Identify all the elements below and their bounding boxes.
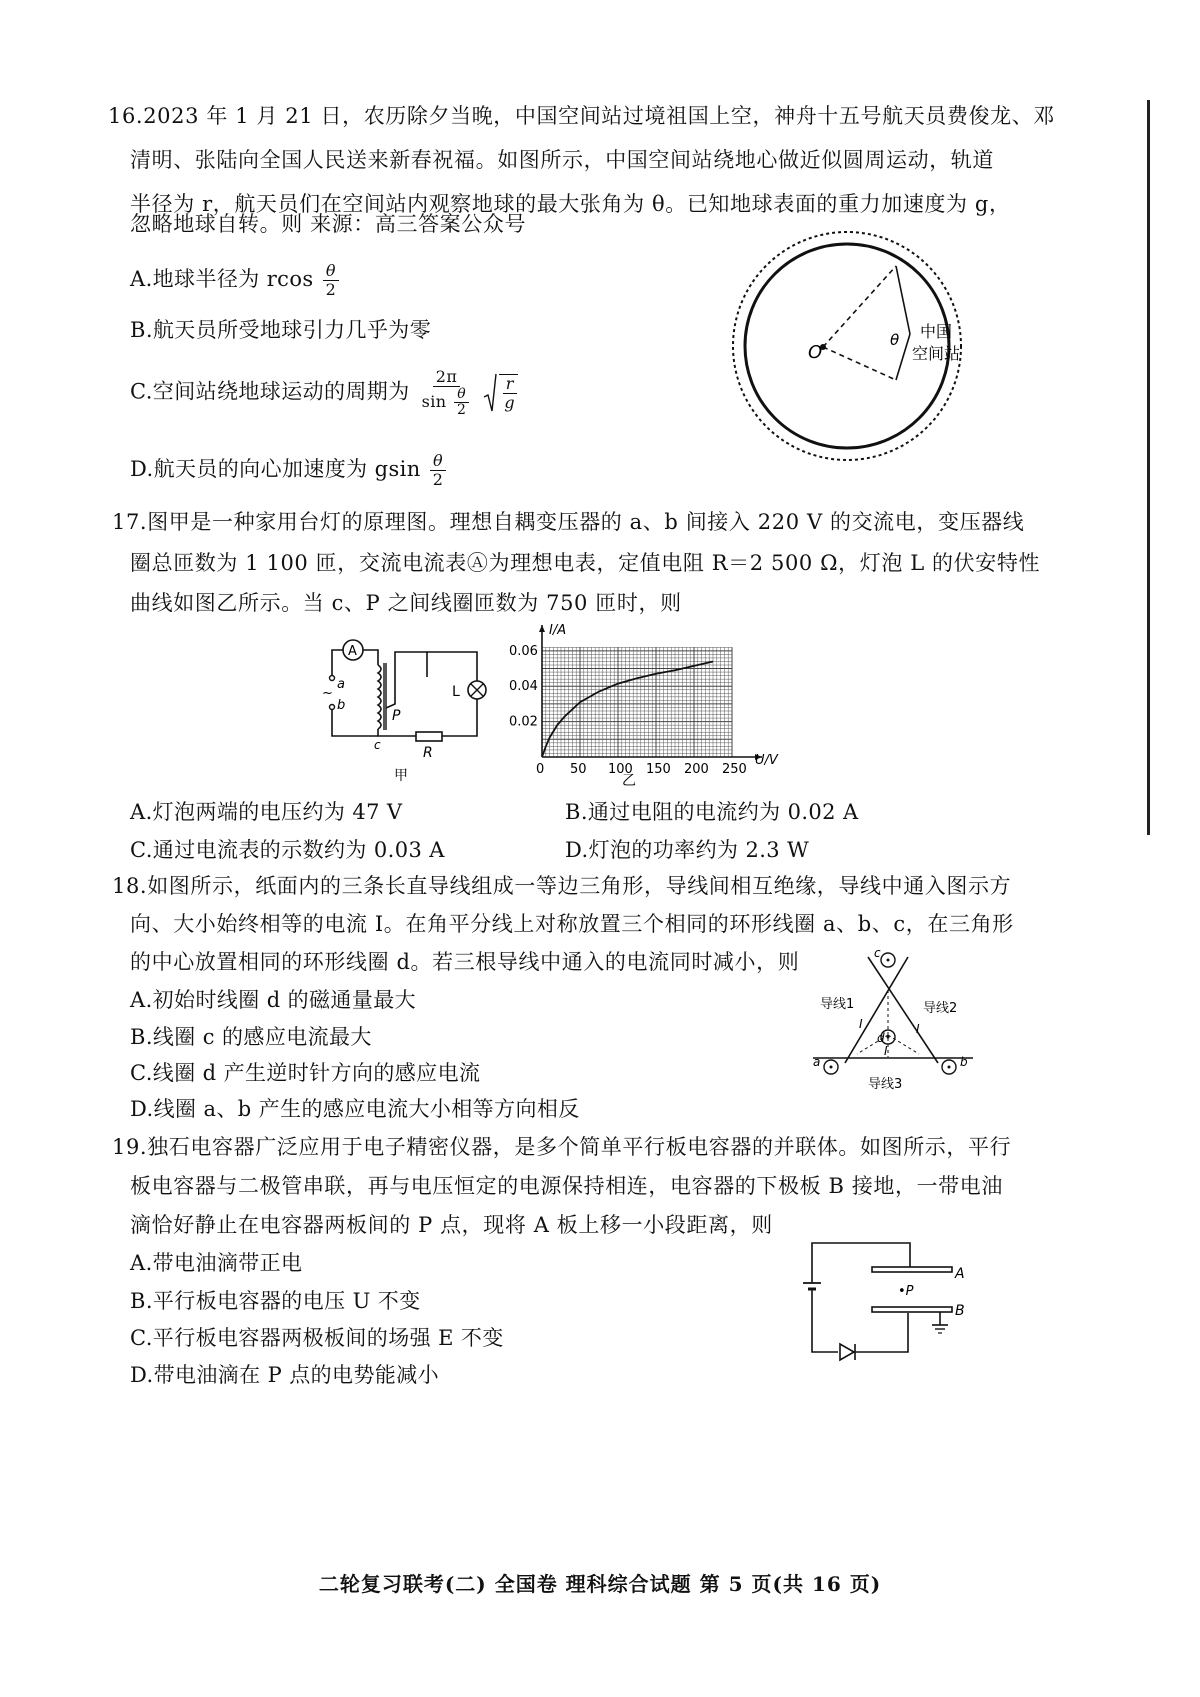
resistor-label: R — [423, 745, 433, 761]
coil-icon — [378, 665, 381, 729]
q18-line-2: 向、大小始终相等的电流 I。在角平分线上对称放置三个相同的环形线圈 a、b、c，在三角形 — [130, 912, 1014, 936]
point-p-label: •P — [898, 1284, 914, 1299]
fraction-numerator: r — [503, 375, 517, 394]
coil-d-center — [887, 1036, 890, 1039]
x-tick-label: 250 — [722, 762, 747, 777]
q16-option-a — [130, 262, 341, 299]
q16-line-2: 清明、张陆向全国人民送来新春祝福。如图所示，中国空间站绕地心做近似圆周运动，轨道 — [130, 148, 994, 172]
current-label-1: I — [859, 1017, 863, 1031]
q16-option-d-text: D.航天员的向心加速度为 gsin — [130, 457, 421, 481]
wire-2-label: 导线2 — [923, 1001, 958, 1016]
current-label-2: I — [916, 1022, 920, 1036]
figure-caption-yi: 乙 — [622, 773, 636, 789]
q16-line-1: 16.2023 年 1 月 21 日，农历除夕当晚，中国空间站过境祖国上空，神舟十五号航天员费俊龙、邓 — [108, 104, 1055, 128]
wire — [332, 650, 343, 675]
label-china: 中国 — [920, 322, 953, 341]
q16-option-c — [130, 368, 520, 418]
q17-option-b: B.通过电阻的电流约为 0.02 A — [565, 800, 859, 824]
q18-line-3: 的中心放置相同的环形线圈 d。若三根导线中通入的电流同时减小，则 — [130, 950, 800, 974]
earth-orbit-figure — [730, 225, 990, 485]
radicand-fraction — [499, 374, 518, 412]
sin-label: sin — [421, 392, 447, 411]
q17-line-2: 圈总匝数为 1 100 匝，交流电流表Ⓐ为理想电表，定值电阻 R＝2 500 Ω，灯泡 L 的伏安特性 — [130, 551, 1041, 575]
q17-line-1: 17.图甲是一种家用台灯的原理图。理想自耦变压器的 a、b 间接入 220 V 的交流电，变压器线 — [112, 510, 1025, 534]
q17-option-d: D.灯泡的功率约为 2.3 W — [565, 838, 810, 862]
coil-c-center — [887, 959, 890, 962]
resistor-icon — [416, 732, 442, 741]
q18-line-1: 18.如图所示，纸面内的三条长直导线组成一等边三角形，导线间相互绝缘，导线中通入图示方 — [112, 874, 1012, 898]
wire — [855, 1313, 908, 1352]
fraction-denominator — [419, 387, 475, 418]
lamp-label: L — [452, 684, 460, 700]
x-axis-label: U/V — [755, 753, 778, 768]
diode-icon — [840, 1344, 854, 1360]
figure-caption-jia: 甲 — [394, 768, 408, 784]
q17-option-c: C.通过电流表的示数约为 0.03 A — [130, 838, 445, 862]
y-tick-label: 0.02 — [509, 714, 538, 730]
sqrt-r-over-g — [483, 373, 520, 413]
y-axis-label: I/A — [549, 623, 567, 638]
q19-line-3: 滴恰好静止在电容器两板间的 P 点，现将 A 板上移一小段距离，则 — [130, 1213, 773, 1237]
label-space-station: 空间站 — [912, 344, 961, 363]
wire — [427, 652, 477, 681]
q19-option-c: C.平行板电容器两极板间的场强 E 不变 — [130, 1326, 504, 1350]
period-fraction — [419, 368, 475, 418]
q16-option-d — [130, 452, 448, 489]
tangent-radius-upper — [823, 266, 896, 347]
wire — [386, 652, 427, 708]
x-tick-label: 150 — [646, 762, 671, 777]
q19-option-a: A.带电油滴带正电 — [130, 1251, 303, 1275]
label-o: O — [808, 342, 823, 363]
coil-b-center — [948, 1066, 951, 1069]
wire — [812, 1289, 838, 1352]
q19-option-d: D.带电油滴在 P 点的电势能减小 — [130, 1363, 440, 1387]
fraction-numerator: θ — [323, 262, 339, 281]
iv-curve-chart — [505, 617, 800, 797]
current-label-3: I — [884, 1044, 888, 1058]
wire — [332, 710, 378, 736]
fraction-denominator: 2 — [432, 470, 444, 489]
terminal-a-label: a — [337, 677, 345, 692]
wire — [363, 650, 378, 665]
ammeter-label: A — [348, 644, 357, 659]
x-tick-label: 0 — [536, 762, 545, 777]
tangent-radius-lower — [823, 347, 896, 380]
coil-a-label: a — [813, 1055, 821, 1069]
capacitor-plate-a — [872, 1267, 952, 1272]
q16-option-a-text: A.地球半径为 rcos — [130, 267, 314, 291]
wire-1-label: 导线1 — [820, 997, 855, 1012]
fraction-numerator: θ — [454, 387, 469, 403]
terminal-b — [330, 705, 335, 710]
q19-line-2: 板电容器与二极管串联，再与电压恒定的电源保持相连，电容器的下极板 B 接地，一带电油 — [130, 1174, 1003, 1198]
fraction-denominator: g — [504, 393, 516, 412]
q17-option-a: A.灯泡两端的电压约为 47 V — [130, 800, 403, 824]
fraction-denominator: 2 — [325, 280, 337, 299]
q19-option-b: B.平行板电容器的电压 U 不变 — [130, 1289, 421, 1313]
q18-option-c: C.线圈 d 产生逆时针方向的感应电流 — [130, 1061, 481, 1085]
fraction-numerator: 2π — [433, 368, 461, 387]
page-footer: 二轮复习联考(二) 全国卷 理科综合试题 第 5 页(共 16 页) — [318, 1572, 882, 1596]
y-tick-label: 0.06 — [509, 643, 538, 659]
slider-p-label: P — [392, 708, 401, 724]
triangle-wires-figure — [808, 945, 978, 1095]
sight-line-upper — [896, 266, 910, 334]
wire — [442, 699, 477, 736]
fraction-denominator: 2 — [457, 402, 467, 418]
coil-b-label: b — [960, 1055, 968, 1069]
x-tick-label: 200 — [684, 762, 709, 777]
q16-option-b: B.航天员所受地球引力几乎为零 — [130, 318, 432, 342]
x-tick-label: 100 — [608, 762, 633, 777]
coil-c-label: c — [874, 946, 881, 960]
capacitor-plate-b — [872, 1307, 952, 1312]
margin-line — [1147, 100, 1150, 835]
theta-over-2-fraction — [430, 452, 447, 489]
theta-over-2-fraction — [323, 262, 340, 299]
theta-over-2-fraction — [454, 387, 469, 418]
q18-option-b: B.线圈 c 的感应电流最大 — [130, 1025, 372, 1049]
plate-a-label: A — [955, 1266, 965, 1282]
ac-symbol: ~ — [322, 686, 333, 701]
fraction-numerator: θ — [430, 452, 446, 471]
label-theta: θ — [890, 331, 900, 349]
q16-line-3: 半径为 r，航天员们在空间站内观察地球的最大张角为 θ。已知地球表面的重力加速度为 g， — [130, 192, 1011, 216]
q16-option-c-text: C.空间站绕地球运动的周期为 — [130, 379, 410, 404]
q16-line-4: 忽略地球自转。则 来源：高三答案公众号 — [130, 212, 527, 236]
wire-3-label: 导线3 — [868, 1077, 903, 1092]
q19-line-1: 19.独石电容器广泛应用于电子精密仪器，是多个简单平行板电容器的并联体。如图所示，平行 — [112, 1135, 1012, 1159]
wire — [812, 1243, 910, 1283]
bisector — [888, 1035, 919, 1054]
circuit-jia-figure — [320, 630, 500, 790]
wire-1 — [845, 957, 908, 1063]
plate-b-label: B — [955, 1303, 965, 1319]
coil-d-label: d — [877, 1031, 885, 1045]
q18-option-d: D.线圈 a、b 产生的感应电流大小相等方向相反 — [130, 1097, 580, 1121]
y-tick-label: 0.04 — [509, 679, 538, 695]
radical-sign-icon — [483, 373, 497, 413]
coil-a-center — [830, 1066, 833, 1069]
y-axis-arrow — [539, 625, 545, 632]
terminal-b-label: b — [337, 698, 346, 713]
wire — [378, 729, 416, 736]
q18-option-a: A.初始时线圈 d 的磁通量最大 — [130, 988, 417, 1012]
q17-line-3: 曲线如图乙所示。当 c、P 之间线圈匝数为 750 匝时，则 — [130, 591, 682, 615]
x-tick-label: 50 — [570, 762, 587, 777]
capacitor-circuit-figure — [800, 1235, 980, 1375]
node-c-label: c — [374, 738, 381, 752]
terminal-a — [330, 676, 335, 681]
